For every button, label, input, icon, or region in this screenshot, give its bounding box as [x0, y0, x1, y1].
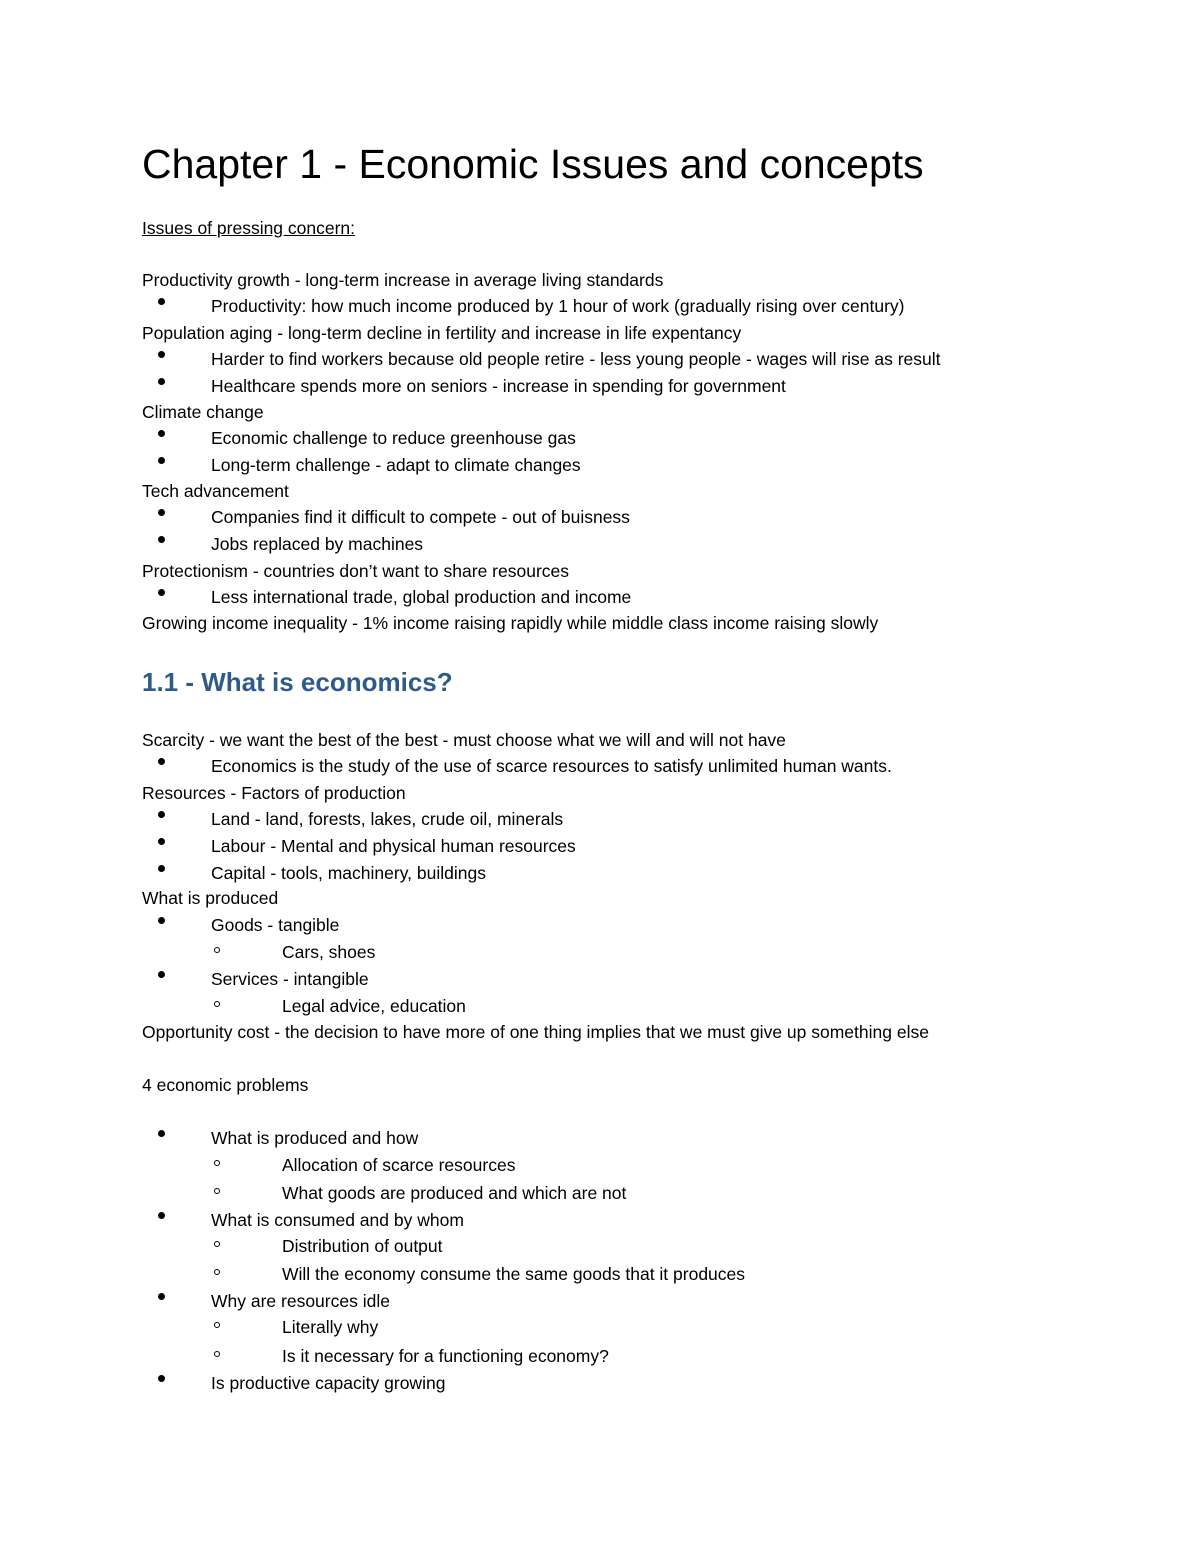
bullet-icon	[158, 1212, 165, 1219]
bullet-icon	[158, 758, 165, 765]
page-title: Chapter 1 - Economic Issues and concepts	[142, 141, 924, 187]
sub-bullet-item: Is it necessary for a functioning economy?	[282, 1346, 609, 1366]
sub-bullet-item: Legal advice, education	[282, 996, 466, 1016]
bullet-item: Companies find it difficult to compete - out of buisness	[211, 507, 630, 527]
bullet-icon	[158, 536, 165, 543]
section-label: Issues of pressing concern:	[142, 218, 356, 238]
topic-line: Scarcity - we want the best of the best - must choose what we will and will not have	[142, 730, 786, 750]
bullet-item: Services - intangible	[211, 969, 369, 989]
topic-line: Resources - Factors of production	[142, 783, 406, 803]
bullet-icon	[158, 351, 165, 358]
bullet-item: Long-term challenge - adapt to climate changes	[211, 455, 581, 475]
bullet-item: What is produced and how	[211, 1128, 419, 1148]
topic-line: 4 economic problems	[142, 1075, 309, 1095]
bullet-item: Harder to find workers because old people retire - less young people - wages will rise as result	[211, 349, 941, 369]
sub-bullet-icon	[214, 947, 220, 953]
bullet-icon	[158, 917, 165, 924]
bullet-item: Jobs replaced by machines	[211, 534, 424, 554]
bullet-item: Goods - tangible	[211, 915, 340, 935]
bullet-item: Is productive capacity growing	[211, 1373, 446, 1393]
topic-line: Protectionism - countries don’t want to share resources	[142, 561, 569, 581]
bullet-item: Less international trade, global production and income	[211, 587, 632, 607]
topic-line: Opportunity cost - the decision to have more of one thing implies that we must give up something else	[142, 1022, 929, 1042]
bullet-icon	[158, 1375, 165, 1382]
bullet-item: Economics is the study of the use of scarce resources to satisfy unlimited human wants.	[211, 756, 892, 776]
bullet-item: Land - land, forests, lakes, crude oil, minerals	[211, 809, 564, 829]
sub-bullet-item: Literally why	[282, 1317, 379, 1337]
section-heading: 1.1 - What is economics?	[142, 667, 453, 697]
topic-line: Population aging - long-term decline in fertility and increase in life expentancy	[142, 323, 742, 343]
bullet-item: Labour - Mental and physical human resources	[211, 836, 576, 856]
sub-bullet-icon	[214, 1188, 220, 1194]
bullet-item: Healthcare spends more on seniors - increase in spending for government	[211, 376, 786, 396]
bullet-icon	[158, 1130, 165, 1137]
bullet-item: Economic challenge to reduce greenhouse gas	[211, 428, 576, 448]
sub-bullet-icon	[214, 1351, 220, 1357]
bullet-icon	[158, 589, 165, 596]
sub-bullet-icon	[214, 1322, 220, 1328]
bullet-item: Productivity: how much income produced by 1 hour of work (gradually rising over century)	[211, 296, 905, 316]
topic-line: What is produced	[142, 888, 279, 908]
bullet-item: What is consumed and by whom	[211, 1210, 464, 1230]
bullet-icon	[158, 378, 165, 385]
topic-line: Growing income inequality - 1% income raising rapidly while middle class income raising slowly	[142, 613, 879, 633]
sub-bullet-item: Allocation of scarce resources	[282, 1155, 516, 1175]
bullet-icon	[158, 298, 165, 305]
bullet-icon	[158, 430, 165, 437]
bullet-icon	[158, 865, 165, 872]
sub-bullet-item: Distribution of output	[282, 1236, 443, 1256]
sub-bullet-icon	[214, 1241, 220, 1247]
bullet-icon	[158, 838, 165, 845]
bullet-icon	[158, 1293, 165, 1300]
topic-line: Productivity growth - long-term increase in average living standards	[142, 270, 664, 290]
bullet-item: Capital - tools, machinery, buildings	[211, 863, 486, 883]
topic-line: Tech advancement	[142, 481, 289, 501]
bullet-icon	[158, 811, 165, 818]
bullet-item: Why are resources idle	[211, 1291, 390, 1311]
sub-bullet-item: What goods are produced and which are not	[282, 1183, 627, 1203]
bullet-icon	[158, 457, 165, 464]
sub-bullet-icon	[214, 1160, 220, 1166]
bullet-icon	[158, 509, 165, 516]
topic-line: Climate change	[142, 402, 264, 422]
sub-bullet-icon	[214, 1001, 220, 1007]
sub-bullet-icon	[214, 1269, 220, 1275]
bullet-icon	[158, 971, 165, 978]
sub-bullet-item: Will the economy consume the same goods that it produces	[282, 1264, 746, 1284]
sub-bullet-item: Cars, shoes	[282, 942, 376, 962]
